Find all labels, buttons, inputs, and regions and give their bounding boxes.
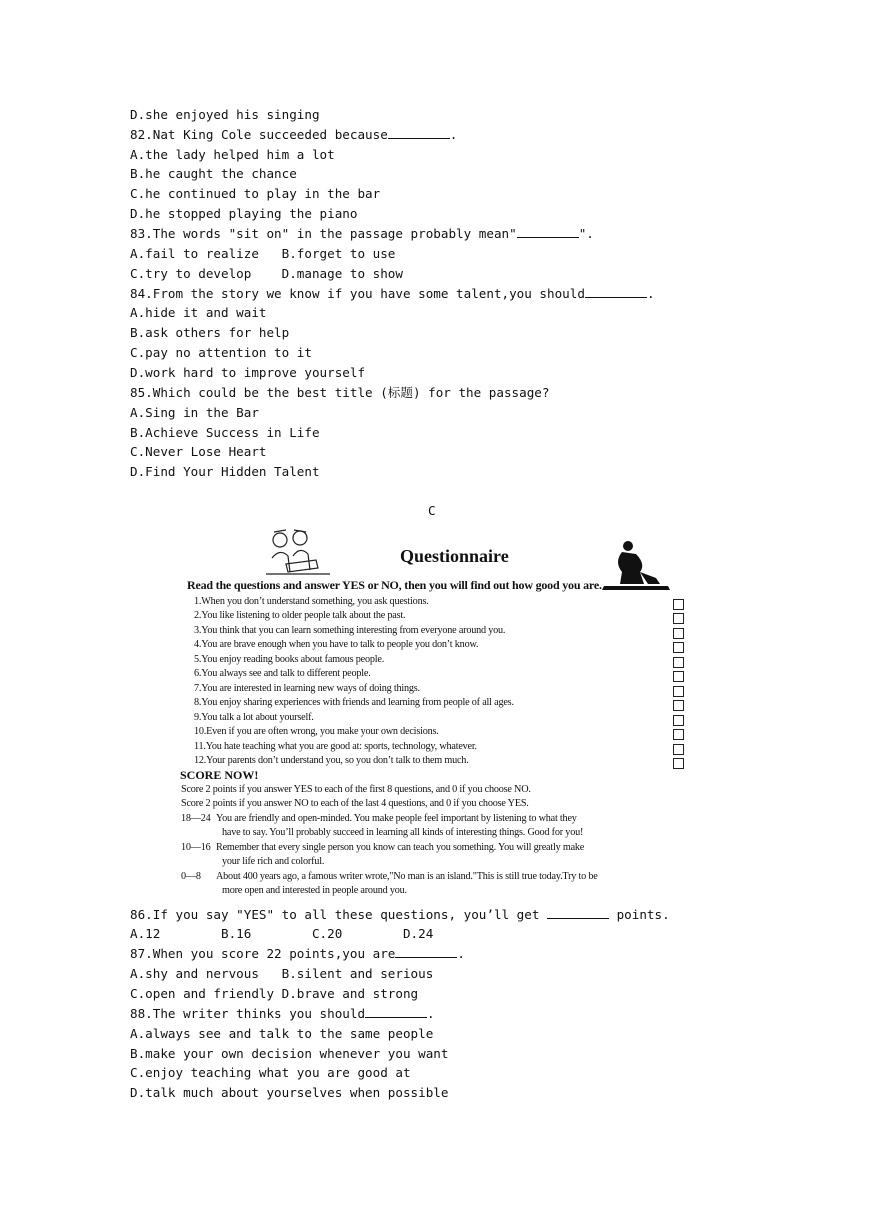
text-line: B.Achieve Success in Life <box>130 425 320 440</box>
text-line: B.make your own decision whenever you want <box>130 1046 449 1061</box>
text-line: A.hide it and wait <box>130 305 267 320</box>
text-line: 82.Nat King Cole succeeded because <box>130 127 388 142</box>
text-line: A.always see and talk to the same people <box>130 1026 434 1041</box>
options-83-cd <box>130 264 403 284</box>
text-line: 84.From the story we know if you have some talent,you should <box>130 286 585 301</box>
text-line: 87.When you score 22 points,you are <box>130 946 396 961</box>
option-84-a <box>130 303 266 323</box>
question-item: 2.You like listening to older people talk about the past. <box>194 610 406 621</box>
checkbox[interactable] <box>673 715 684 726</box>
text-line: C.try to develop D.manage to show <box>130 266 403 281</box>
text-line: D.Find Your Hidden Talent <box>130 464 320 479</box>
checkbox[interactable] <box>673 671 684 682</box>
answer-blank[interactable] <box>365 1004 427 1018</box>
question-83 <box>130 224 594 244</box>
question-84 <box>130 284 655 304</box>
text-line: 83.The words "sit on" in the passage probably mean" <box>130 226 517 241</box>
question-item: 6.You always see and talk to different people. <box>194 668 371 679</box>
question-88 <box>130 1004 435 1024</box>
checkbox[interactable] <box>673 642 684 653</box>
text-line: D.he stopped playing the piano <box>130 206 358 221</box>
question-item: 11.You hate teaching what you are good at: sports, technology, whatever. <box>194 741 477 752</box>
option-88-b <box>130 1044 448 1064</box>
text-line: C.he continued to play in the bar <box>130 186 381 201</box>
text-tail: points. <box>609 907 670 922</box>
checkbox[interactable] <box>673 744 684 755</box>
text-tail: . <box>449 127 458 142</box>
options-87-cd <box>130 984 418 1004</box>
text-line: D.talk much about yourselves when possible <box>130 1085 449 1100</box>
text-tail: ". <box>578 226 594 241</box>
answer-blank[interactable] <box>585 284 647 298</box>
checkbox[interactable] <box>673 729 684 740</box>
text-line: A.the lady helped him a lot <box>130 147 335 162</box>
question-item: 7.You are interested in learning new ways of doing things. <box>194 683 420 694</box>
result-text: About 400 years ago, a famous writer wrote,"No man is an island."This is still true today.Try to be <box>216 871 598 882</box>
option-84-d <box>130 363 365 383</box>
text-line: C.pay no attention to it <box>130 345 312 360</box>
thinker-statue-icon <box>600 538 672 590</box>
text-tail: . <box>646 286 655 301</box>
option-81-d <box>130 105 320 125</box>
score-rule: Score 2 points if you answer NO to each of the last 4 questions, and 0 if you choose YES. <box>181 798 529 809</box>
section-label: C <box>428 503 436 518</box>
question-item: 8.You enjoy sharing experiences with friends and learning from people of all ages. <box>194 697 514 708</box>
answer-blank[interactable] <box>395 944 457 958</box>
option-82-b <box>130 164 297 184</box>
option-82-c <box>130 184 380 204</box>
result-text: more open and interested in people around you. <box>222 885 407 896</box>
question-item: 10.Even if you are often wrong, you make your own decisions. <box>194 726 439 737</box>
score-title: SCORE NOW! <box>180 768 259 782</box>
option-82-a <box>130 145 335 165</box>
text-line: C.enjoy teaching what you are good at <box>130 1065 411 1080</box>
text-line: C.Never Lose Heart <box>130 444 267 459</box>
checkbox[interactable] <box>673 613 684 624</box>
option-84-c <box>130 343 312 363</box>
result-text: Remember that every single person you know can teach you something. You will greatly make <box>216 842 585 853</box>
question-item: 3.You think that you can learn something interesting from everyone around you. <box>194 625 506 636</box>
question-item: 1.When you don’t understand something, you ask questions. <box>194 596 429 607</box>
text-line: 88.The writer thinks you should <box>130 1006 366 1021</box>
text-line: 85.Which could be the best title (标题) for the passage? <box>130 385 550 400</box>
option-85-d <box>130 462 320 482</box>
result-text: your life rich and colorful. <box>222 856 325 867</box>
question-82 <box>130 125 457 145</box>
question-item: 4.You are brave enough when you have to talk to people you don’t know. <box>194 639 479 650</box>
options-83-ab <box>130 244 395 264</box>
checkbox[interactable] <box>673 599 684 610</box>
answer-blank[interactable] <box>388 125 450 139</box>
questionnaire-figure <box>180 528 690 900</box>
question-item: 5.You enjoy reading books about famous people. <box>194 654 385 665</box>
people-reading-icon <box>260 528 340 580</box>
text-line: C.open and friendly D.brave and strong <box>130 986 419 1001</box>
text-line: B.ask others for help <box>130 325 290 340</box>
option-84-b <box>130 323 289 343</box>
question-86 <box>130 905 670 925</box>
answer-blank[interactable] <box>547 905 609 919</box>
result-text: have to say. You’ll probably succeed in learning all kinds of interesting things. Good for you! <box>222 827 584 838</box>
text-line: A.shy and nervous B.silent and serious <box>130 966 434 981</box>
text-line: B.he caught the chance <box>130 166 297 181</box>
text-tail: . <box>457 946 465 961</box>
text-line: D.she enjoyed his singing <box>130 107 320 122</box>
text-tail: . <box>427 1006 435 1021</box>
checkbox[interactable] <box>673 686 684 697</box>
checkbox[interactable] <box>673 657 684 668</box>
option-85-b <box>130 423 320 443</box>
question-item: 12.Your parents don’t understand you, so you don’t talk to them much. <box>194 755 469 766</box>
result-range: 0—8 <box>181 871 201 882</box>
option-85-c <box>130 442 266 462</box>
question-85 <box>130 383 549 403</box>
option-85-a <box>130 403 259 423</box>
text-line: A.Sing in the Bar <box>130 405 259 420</box>
result-range: 10—16 <box>181 842 211 853</box>
option-88-c <box>130 1063 411 1083</box>
option-88-d <box>130 1083 448 1103</box>
result-text: You are friendly and open-minded. You make people feel important by listening to what they <box>216 813 577 824</box>
question-item: 9.You talk a lot about yourself. <box>194 712 314 723</box>
text-line: A.12 B.16 C.20 D.24 <box>130 926 434 941</box>
options-86 <box>130 924 433 944</box>
questionnaire-intro: Read the questions and answer YES or NO, then you will find out how good you are. <box>187 578 602 592</box>
text-line: A.fail to realize B.forget to use <box>130 246 396 261</box>
text-line: 86.If you say "YES" to all these questions, you’ll get <box>130 907 548 922</box>
question-87 <box>130 944 465 964</box>
checkbox[interactable] <box>673 758 684 769</box>
answer-blank[interactable] <box>517 224 579 238</box>
options-87-ab <box>130 964 433 984</box>
result-range: 18—24 <box>181 813 211 824</box>
checkbox[interactable] <box>673 700 684 711</box>
option-88-a <box>130 1024 433 1044</box>
text-line: D.work hard to improve yourself <box>130 365 366 380</box>
questionnaire-title: Questionnaire <box>400 546 509 566</box>
option-82-d <box>130 204 357 224</box>
score-rule: Score 2 points if you answer YES to each of the first 8 questions, and 0 if you choose NO. <box>181 784 531 795</box>
checkbox[interactable] <box>673 628 684 639</box>
